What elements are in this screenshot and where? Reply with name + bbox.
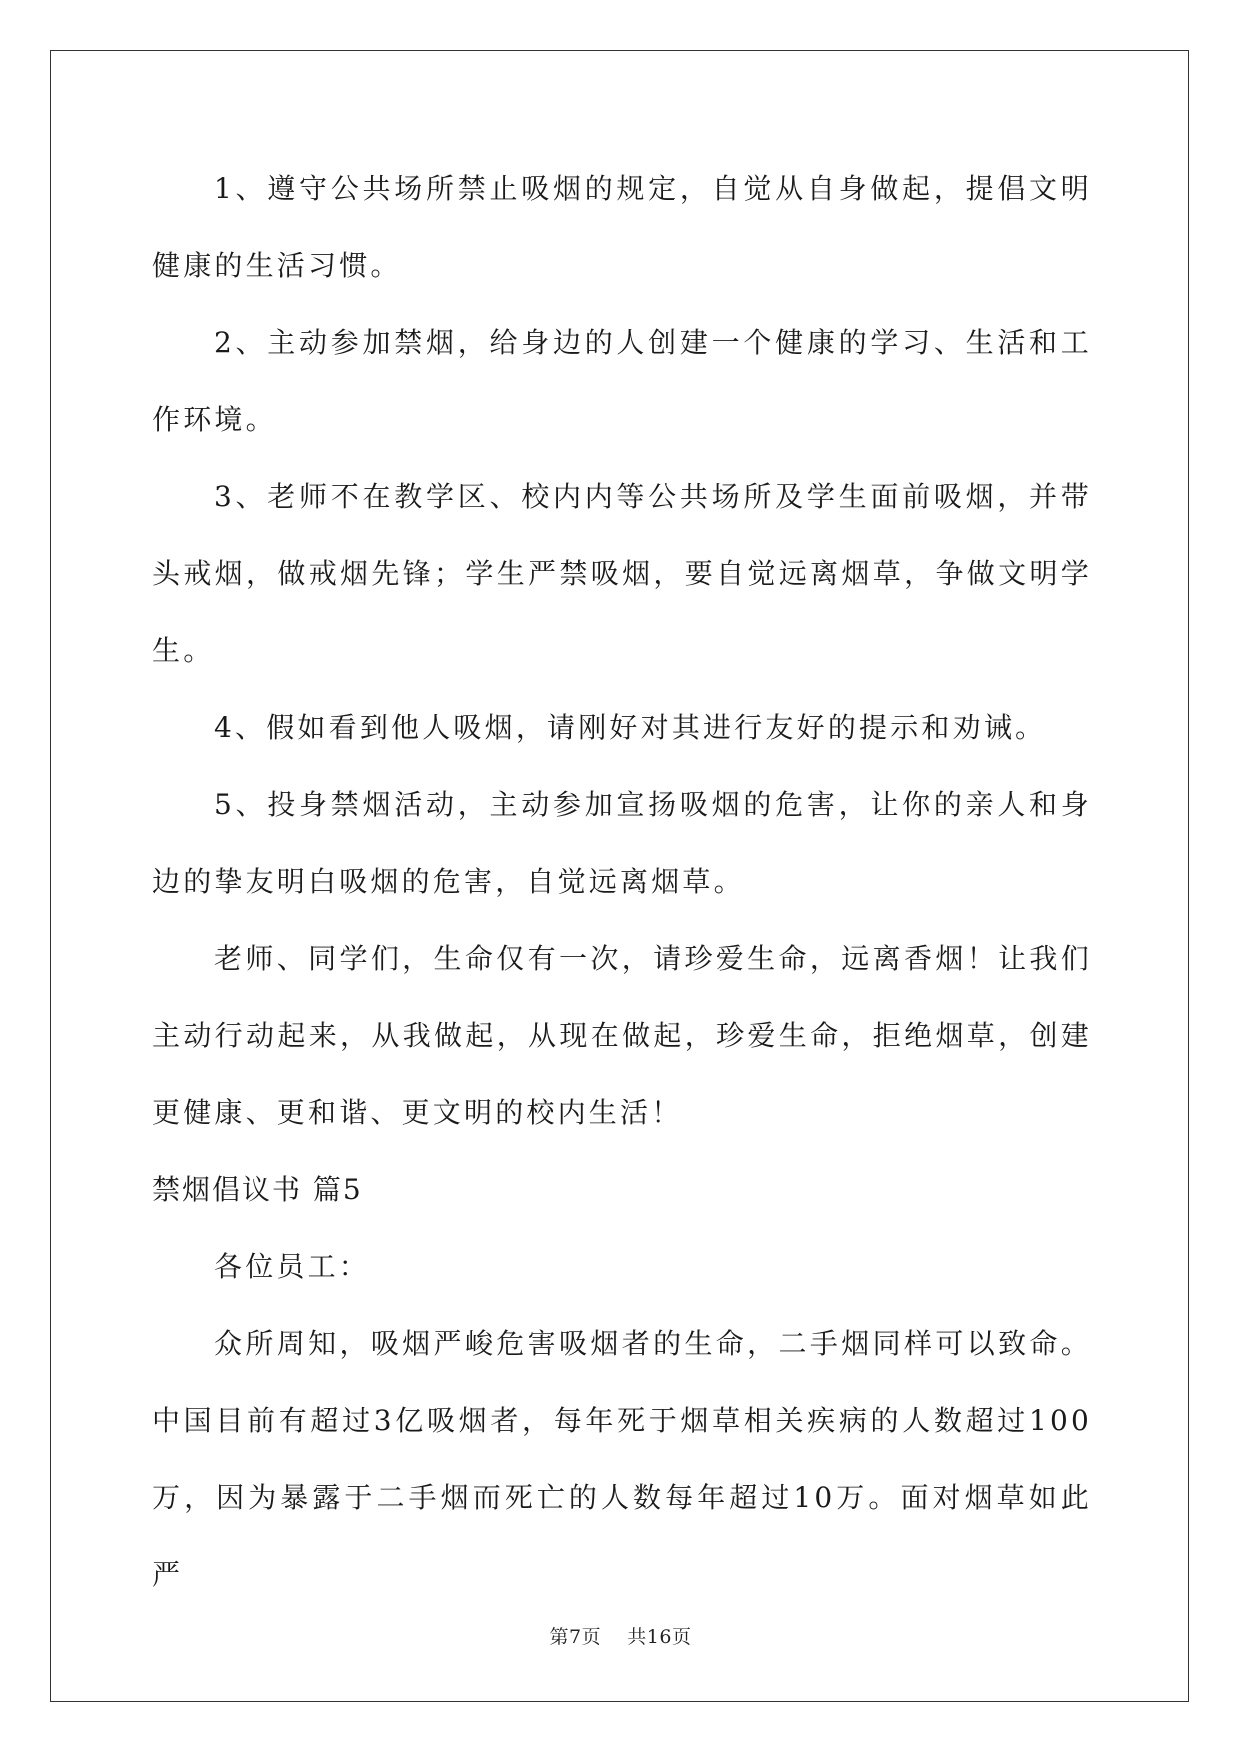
document-body (152, 150, 1092, 1613)
paragraph-2: 2、主动参加禁烟，给身边的人创建一个健康的学习、生活和工作环境。 (152, 326, 1092, 436)
body-paragraph: 众所周知，吸烟严峻危害吸烟者的生命，二手烟同样可以致命。中国目前有超过3亿吸烟者，每年死于烟草相关疾病的人数超过100万，因为暴露于二手烟而死亡的人数每年超过10万。面对烟草如此严 (152, 1327, 1092, 1591)
paragraph-1: 1、遵守公共场所禁止吸烟的规定，自觉从自身做起，提倡文明健康的生活习惯。 (152, 172, 1092, 282)
section-heading: 禁烟倡议书 篇5 (152, 1173, 363, 1206)
paragraph-closing: 老师、同学们，生命仅有一次，请珍爱生命，远离香烟！让我们主动行动起来，从我做起，从现在做起，珍爱生命，拒绝烟草，创建更健康、更和谐、更文明的校内生活！ (152, 942, 1092, 1129)
paragraph-5: 5、投身禁烟活动，主动参加宣扬吸烟的危害，让你的亲人和身边的挚友明白吸烟的危害，自觉远离烟草。 (152, 788, 1092, 898)
page-number: 第7页 共16页 (549, 1626, 692, 1648)
salutation: 各位员工： (214, 1250, 371, 1283)
paragraph-4: 4、假如看到他人吸烟，请刚好对其进行友好的提示和劝诫。 (214, 711, 1047, 744)
page-footer (0, 1622, 1241, 1649)
paragraph-3: 3、老师不在教学区、校内内等公共场所及学生面前吸烟，并带头戒烟，做戒烟先锋；学生严禁吸烟，要自觉远离烟草，争做文明学生。 (152, 480, 1092, 667)
